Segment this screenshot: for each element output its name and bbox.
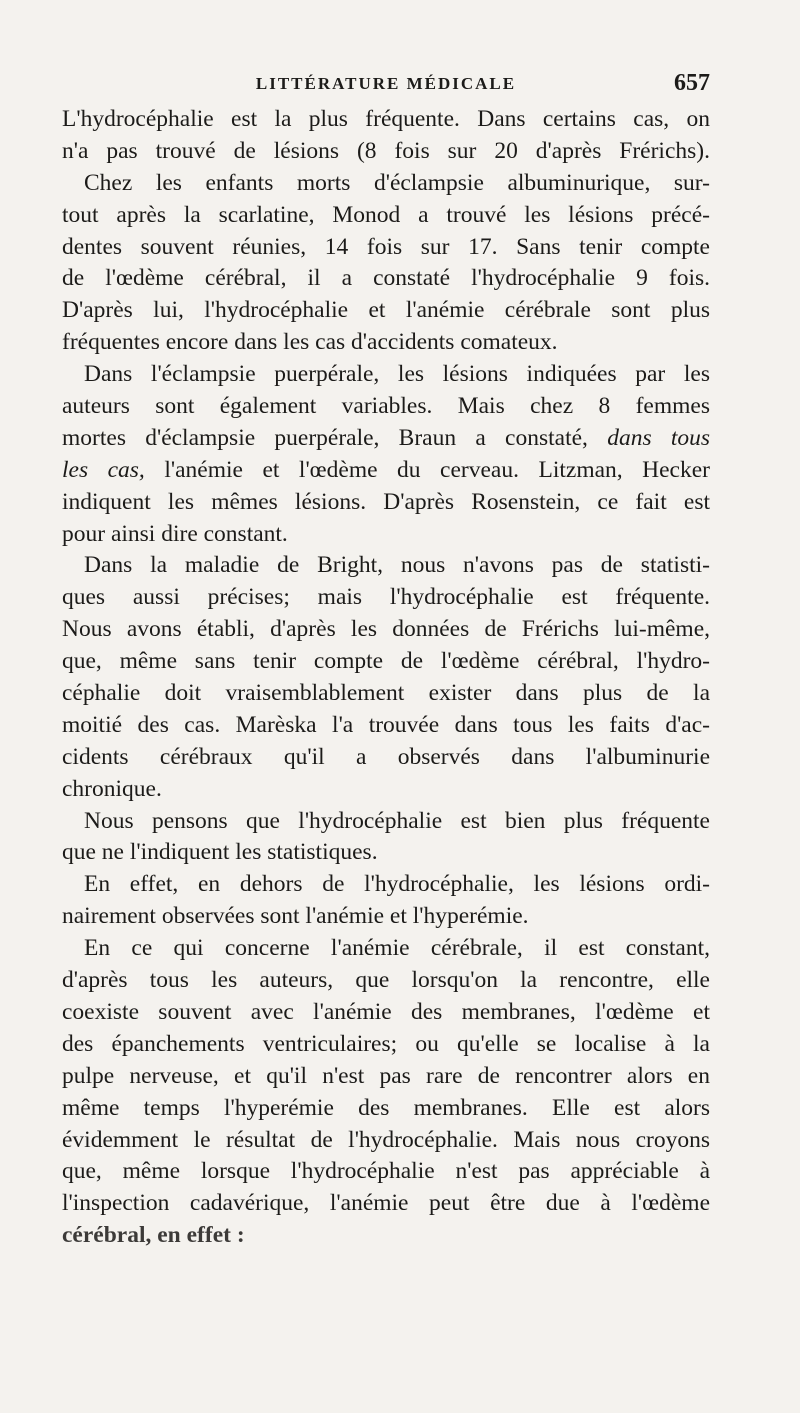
page-header	[62, 70, 710, 104]
text-line: pour ainsi dire constant.	[62, 520, 288, 547]
italic-phrase: les cas,	[62, 456, 145, 483]
text-line: moitié des cas. Marèska l'a trouvée dans tous les faits d'ac-	[62, 711, 710, 738]
text-line: dentes souvent réunies, 14 fois sur 17. Sans tenir compte	[62, 233, 710, 260]
text-line: nairement observées sont l'anémie et l'hyperémie.	[62, 903, 529, 930]
text-segment: mortes d'éclampsie puerpérale, Braun a constaté,	[62, 424, 588, 451]
text-line: fréquentes encore dans les cas d'accidents comateux.	[62, 329, 558, 356]
page-number: 657	[674, 70, 710, 96]
text-line: même temps l'hyperémie des membranes. Elle est alors	[62, 1094, 710, 1121]
text-line: de l'œdème cérébral, il a constaté l'hydrocéphalie 9 fois.	[62, 265, 710, 292]
text-line: n'a pas trouvé de lésions (8 fois sur 20 d'après Frérichs).	[62, 137, 710, 164]
text-line: que, même sans tenir compte de l'œdème cérébral, l'hydro-	[62, 648, 710, 675]
text-line: céphalie doit vraisemblablement exister dans plus de la	[62, 680, 710, 707]
text-line: D'après lui, l'hydrocéphalie et l'anémie cérébrale sont plus	[62, 297, 710, 324]
text-segment: l'anémie et l'œdème du cerveau. Litzman, Hecker	[164, 456, 710, 483]
text-line: d'après tous les auteurs, que lorsqu'on la rencontre, elle	[62, 967, 710, 994]
text-line: Dans la maladie de Bright, nous n'avons pas de statisti-	[84, 552, 710, 579]
text-line: indiquent les mêmes lésions. D'après Rosenstein, ce fait est	[62, 488, 710, 515]
text-line: auteurs sont également variables. Mais chez 8 femmes	[62, 393, 710, 420]
body-text	[62, 104, 710, 1252]
text-line: que ne l'indiquent les statistiques.	[62, 839, 378, 866]
text-line	[62, 423, 710, 455]
text-line: Nous pensons que l'hydrocéphalie est bien plus fréquente	[84, 807, 710, 834]
text-line: Dans l'éclampsie puerpérale, les lésions indiquées par les	[84, 361, 710, 388]
text-line: ques aussi précises; mais l'hydrocéphalie est fréquente.	[62, 584, 710, 611]
italic-phrase: dans tous	[607, 424, 710, 451]
text-line: chronique.	[62, 775, 162, 802]
text-line	[62, 455, 710, 487]
text-line: que, même lorsque l'hydrocéphalie n'est pas appréciable à	[62, 1158, 710, 1185]
text-line: des épanchements ventriculaires; ou qu'elle se localise à la	[62, 1030, 710, 1057]
text-line: l'inspection cadavérique, l'anémie peut être due à l'œdème	[62, 1190, 710, 1217]
book-page	[62, 70, 710, 1252]
text-line: coexiste souvent avec l'anémie des membranes, l'œdème et	[62, 998, 710, 1025]
text-line: pulpe nerveuse, et qu'il n'est pas rare de rencontrer alors en	[62, 1062, 710, 1089]
text-line: Nous avons établi, d'après les données de Frérichs lui-même,	[62, 616, 710, 643]
text-line: tout après la scarlatine, Monod a trouvé les lésions précé-	[62, 201, 710, 228]
text-line: L'hydrocéphalie est la plus fréquente. Dans certains cas, on	[62, 106, 710, 132]
running-title: LITTÉRATURE MÉDICALE	[255, 74, 517, 93]
text-line: cérébral, en effet :	[62, 1222, 245, 1249]
text-line: cidents cérébraux qu'il a observés dans l'albuminurie	[62, 743, 710, 770]
text-line: évidemment le résultat de l'hydrocéphalie. Mais nous croyons	[62, 1126, 710, 1153]
text-line: En effet, en dehors de l'hydrocéphalie, les lésions ordi-	[84, 871, 710, 898]
text-line: En ce qui concerne l'anémie cérébrale, il est constant,	[84, 935, 710, 962]
text-line: Chez les enfants morts d'éclampsie albuminurique, sur-	[84, 169, 710, 196]
